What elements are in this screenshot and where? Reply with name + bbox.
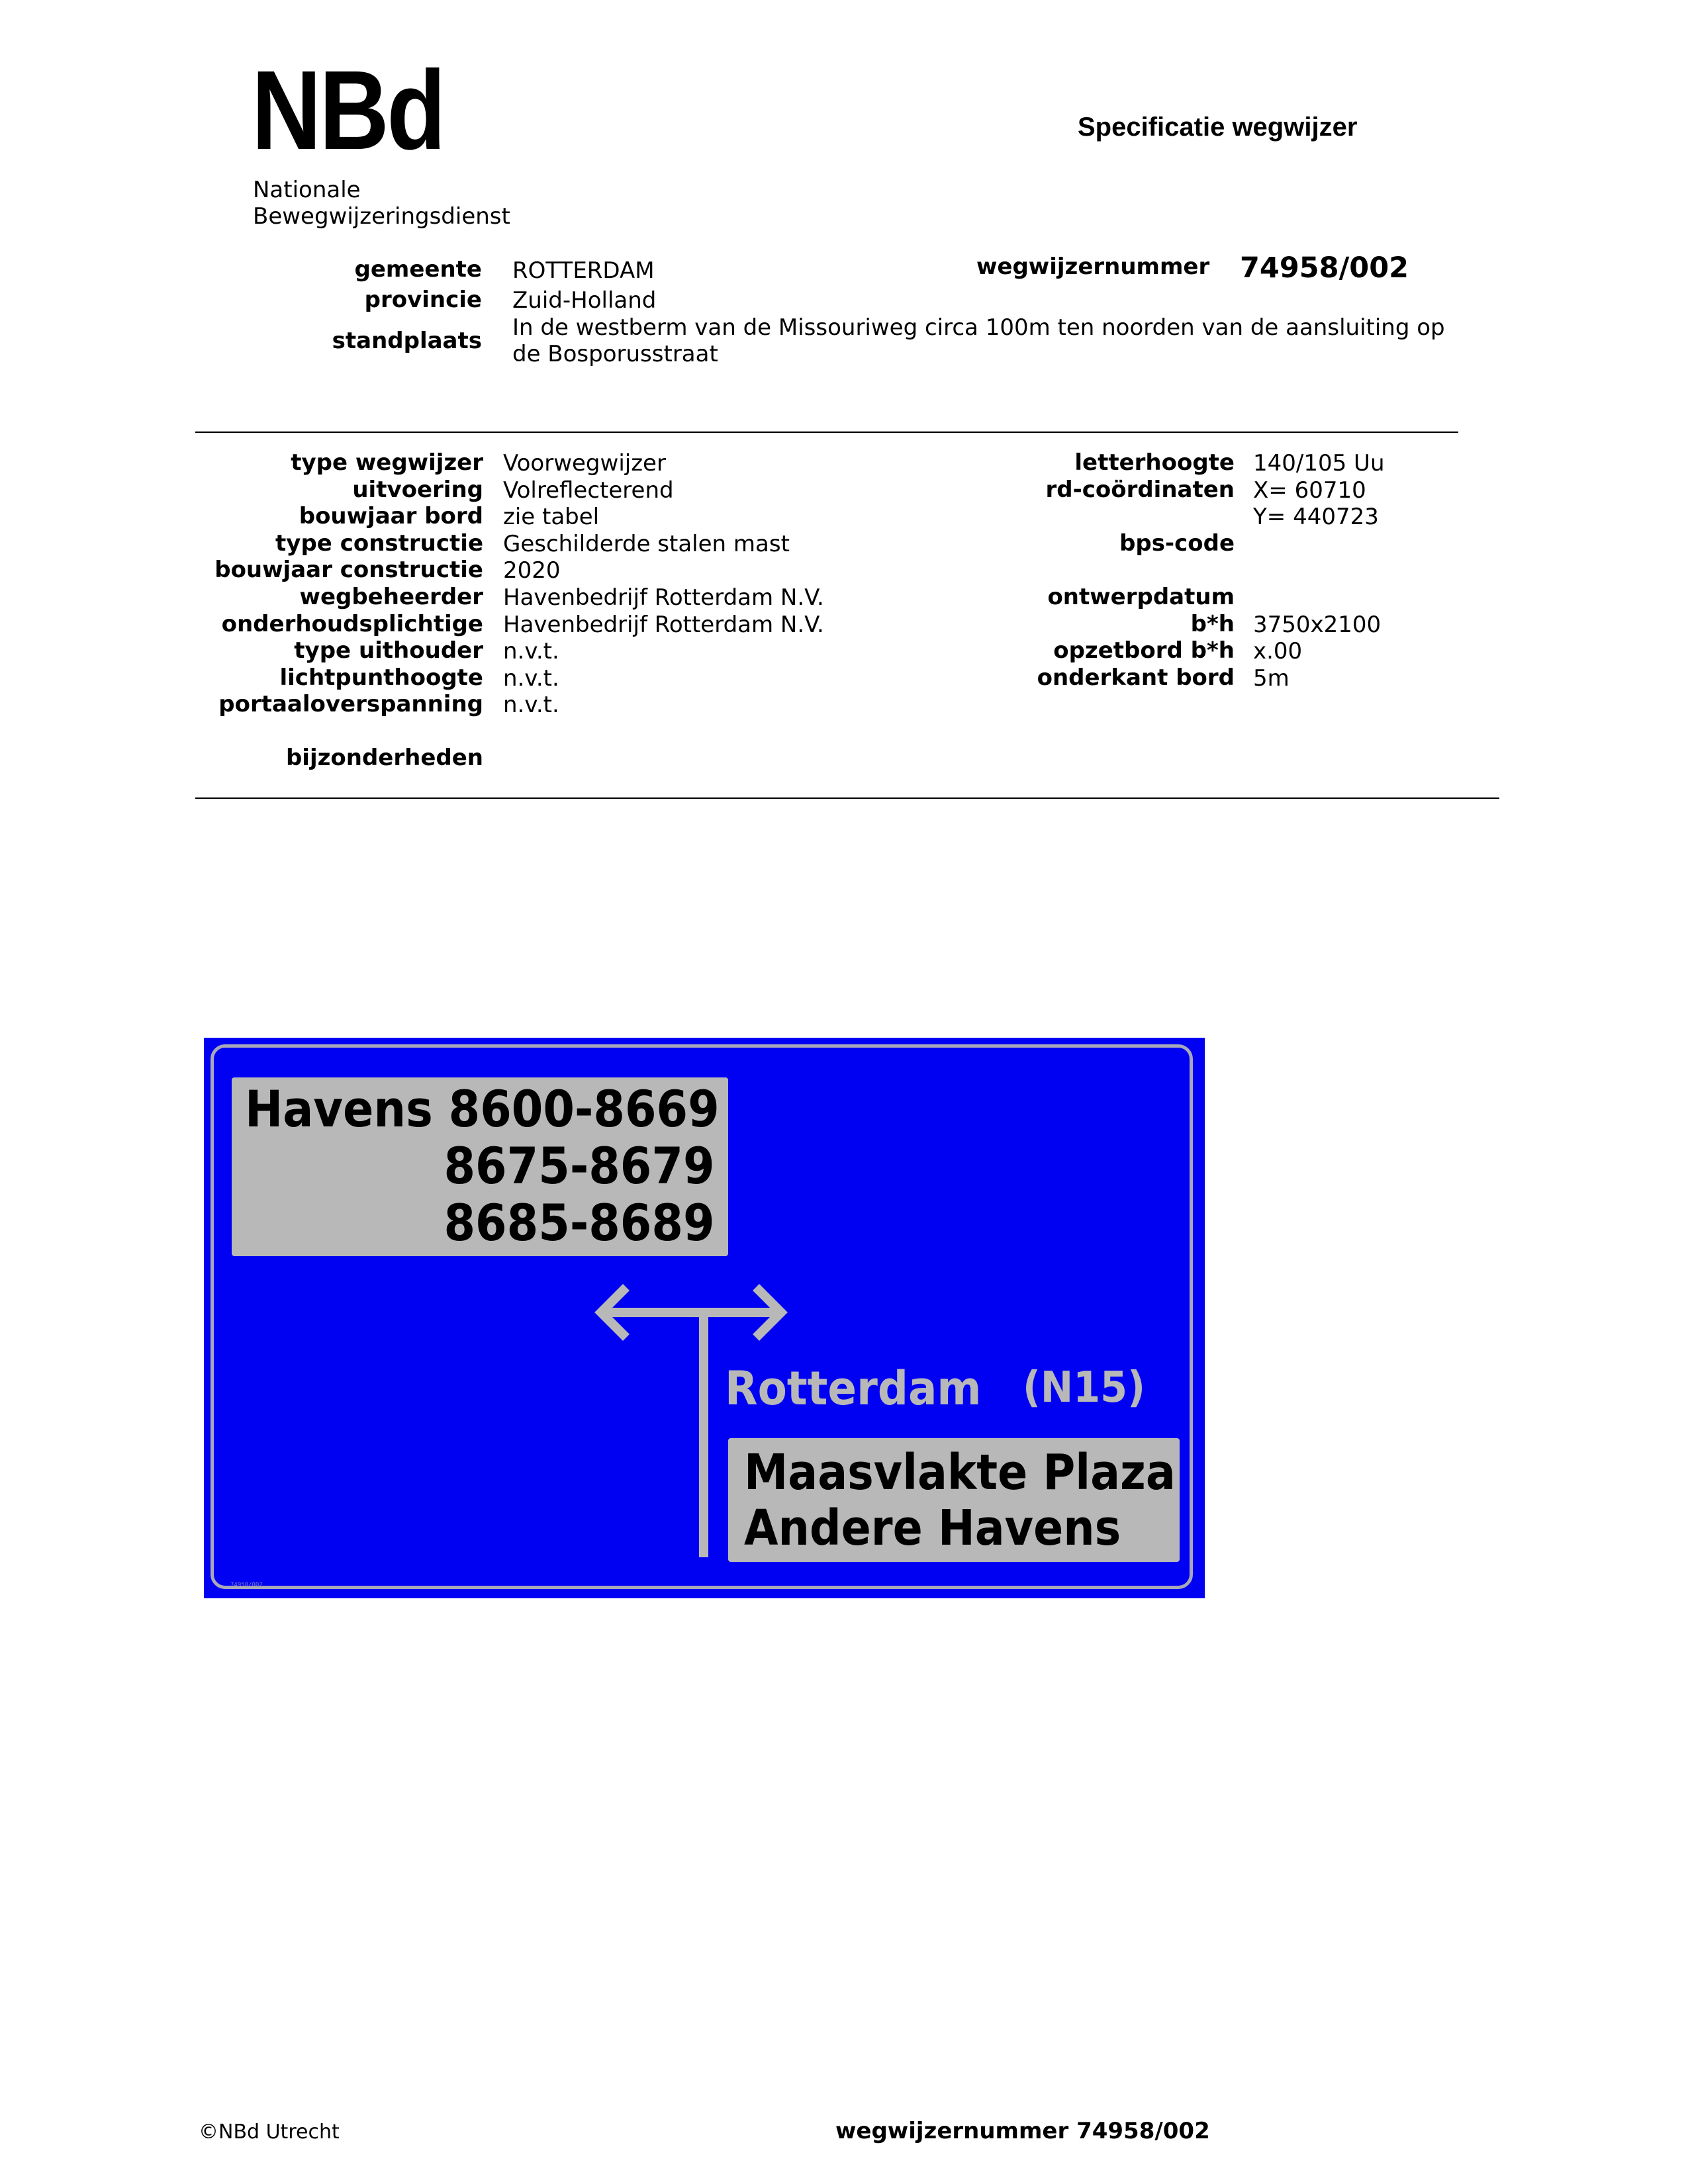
spec-label: uitvoering — [352, 476, 483, 503]
divider-bottom — [195, 797, 1499, 799]
spec-label: bps-code — [1119, 529, 1235, 557]
spec-value: 5m — [1253, 664, 1289, 692]
spec-value: Geschilderde stalen mast — [503, 530, 790, 557]
specs-right-labels — [927, 451, 1235, 693]
spec-value: Havenbedrijf Rotterdam N.V. — [503, 584, 824, 611]
spec-label: rd-coördinaten — [1045, 476, 1235, 503]
spec-label: lichtpunthoogte — [279, 664, 483, 691]
spec-value: Voorwegwijzer — [503, 450, 666, 477]
sign-small-code: 74958/002 — [230, 1582, 263, 1588]
footer-wegwijzernummer: wegwijzernummer 74958/002 — [835, 2118, 1210, 2144]
spec-value: X= 60710 — [1253, 477, 1366, 504]
spec-value — [1253, 586, 1518, 614]
sign-text-havens-3: 8685-8689 — [444, 1193, 715, 1252]
spec-value: Havenbedrijf Rotterdam N.V. — [503, 611, 824, 638]
spec-value: 3750x2100 — [1253, 611, 1382, 638]
spec-label — [927, 559, 1235, 586]
wegwijzernummer-value: 74958/002 — [1240, 251, 1409, 285]
spec-value: x.00 — [1253, 638, 1303, 665]
nbd-logo: NBd — [252, 48, 444, 173]
spec-value — [1253, 533, 1518, 560]
spec-value: zie tabel — [503, 504, 600, 531]
spec-value: n.v.t. — [503, 692, 559, 719]
spec-label: type constructie — [275, 529, 483, 557]
spec-label: bouwjaar bord — [299, 503, 483, 530]
spec-label: onderhoudsplichtige — [221, 610, 483, 637]
spec-label: type wegwijzer — [291, 449, 483, 476]
provincie-label: provincie — [364, 287, 482, 313]
sign-text-andere-havens: Andere Havens — [744, 1500, 1121, 1557]
footer-copyright: ©NBd Utrecht — [199, 2120, 340, 2144]
bijzonderheden-label: bijzonderheden — [285, 745, 483, 771]
spec-label — [927, 505, 1235, 532]
sign-text-havens-1: Havens 8600-8669 — [245, 1079, 720, 1138]
sign-text-havens-2: 8675-8679 — [444, 1136, 715, 1195]
standplaats-value-line2: de Bosporusstraat — [512, 341, 718, 367]
specs-right-values — [1253, 452, 1518, 694]
standplaats-value-line1: In de westberm van de Missouriweg circa 100m ten noorden van de aansluiting op — [512, 314, 1445, 341]
specs-left-labels — [0, 451, 483, 720]
sign-text-rotterdam: Rotterdam — [725, 1361, 982, 1416]
spec-value: 140/105 Uu — [1253, 450, 1385, 477]
wegwijzernummer-label: wegwijzernummer — [976, 253, 1210, 280]
spec-value: n.v.t. — [503, 638, 559, 665]
spec-value: Y= 440723 — [1253, 504, 1379, 531]
spec-label: type uithouder — [294, 637, 483, 664]
spec-value: n.v.t. — [503, 664, 559, 692]
spec-label: wegbeheerder — [299, 583, 483, 610]
gemeente-label: gemeente — [354, 256, 482, 283]
spec-label: letterhoogte — [1074, 449, 1235, 476]
provincie-value: Zuid-Holland — [512, 287, 657, 314]
spec-value: 2020 — [503, 557, 561, 584]
specs-left-values — [503, 452, 966, 721]
logo-line-nationale: Nationale — [253, 177, 361, 203]
document-title: Specificatie wegwijzer — [1078, 113, 1358, 142]
sign-text-route-number: (N15) — [1023, 1363, 1146, 1412]
spec-label: ontwerpdatum — [1047, 583, 1235, 610]
road-sign — [204, 1038, 1205, 1598]
spec-value: Volreflecterend — [503, 477, 674, 504]
divider-top — [195, 432, 1458, 433]
logo-line-bewegwijzeringsdienst: Bewegwijzeringsdienst — [253, 203, 510, 230]
sign-text-maasvlakte: Maasvlakte Plaza — [744, 1444, 1176, 1501]
spec-label: portaaloverspanning — [218, 691, 483, 718]
spec-label: b*h — [1190, 610, 1235, 637]
gemeente-value: ROTTERDAM — [512, 257, 655, 284]
standplaats-label: standplaats — [332, 328, 482, 354]
spec-label: onderkant bord — [1037, 664, 1235, 691]
spec-label: bouwjaar constructie — [214, 557, 483, 584]
spec-label: opzetbord b*h — [1053, 637, 1235, 664]
spec-value — [1253, 559, 1518, 586]
